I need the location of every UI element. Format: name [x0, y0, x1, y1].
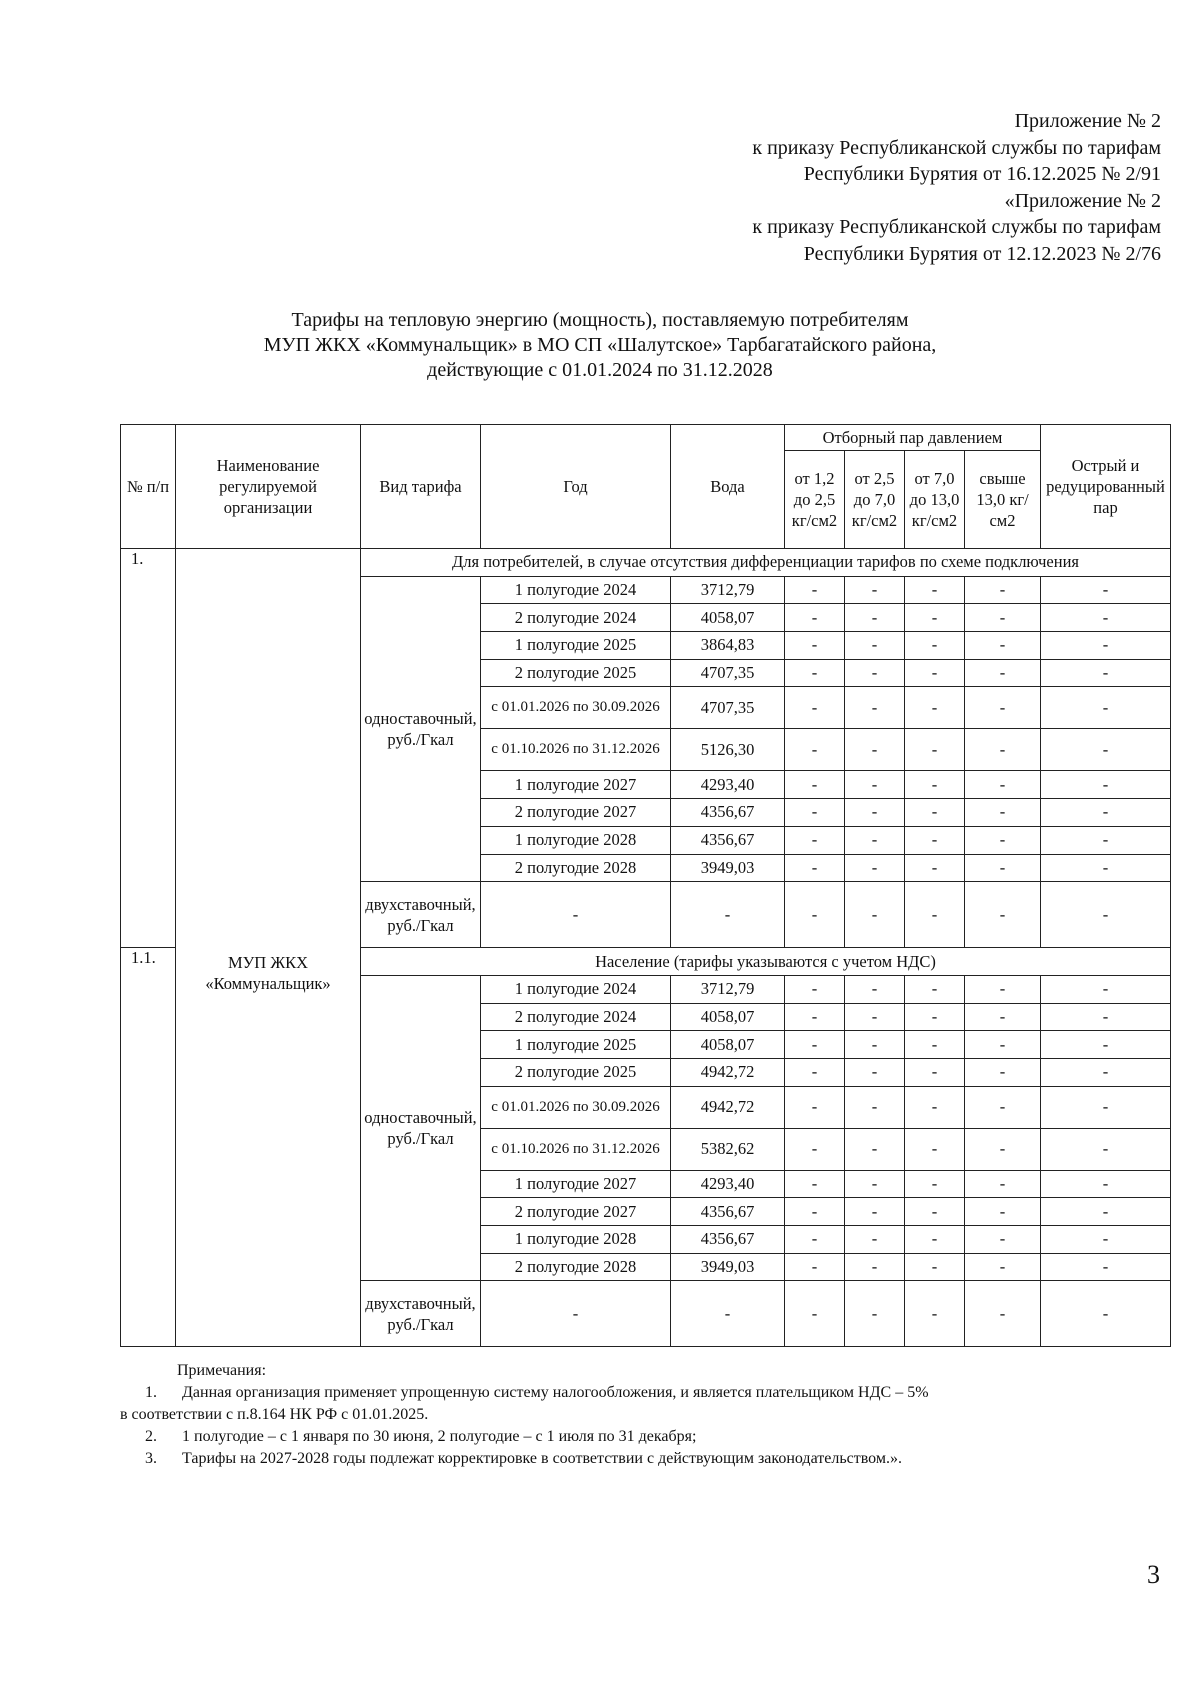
dash-cell: -	[905, 1253, 965, 1281]
single-rate-label: одноставочный, руб./Гкал	[361, 975, 481, 1281]
dash-cell: -	[1041, 771, 1171, 799]
note-number: 2.	[145, 1428, 157, 1445]
note-text: Данная организация применяет упрощенную систему налогообложения, и является плательщиком НДС – 5%	[182, 1384, 929, 1401]
water-value: 4058,07	[671, 1003, 785, 1031]
year-cell: 1 полугодие 2027	[481, 771, 671, 799]
dash-cell: -	[845, 771, 905, 799]
two-rate-label: двухставочный, руб./Гкал	[361, 882, 481, 948]
title-line: Тарифы на тепловую энергию (мощность), поставляемую потребителям	[291, 309, 909, 331]
section-row	[121, 549, 1171, 577]
dash-cell: -	[785, 1170, 845, 1198]
header-line: к приказу Республиканской службы по тарифам	[752, 136, 1161, 159]
year-cell: с 01.01.2026 по 30.09.2026	[481, 1086, 671, 1128]
dash-cell: -	[905, 1031, 965, 1059]
dash-cell: -	[965, 1253, 1041, 1281]
note-text: Тарифы на 2027-2028 годы подлежат корректировке в соответствии с действующим законодательством.».	[182, 1450, 902, 1467]
water-value: 4356,67	[671, 826, 785, 854]
dash-cell: -	[845, 1198, 905, 1226]
dash-cell: -	[785, 687, 845, 729]
dash-cell: -	[905, 1086, 965, 1128]
dash-cell: -	[905, 659, 965, 687]
dash-cell: -	[785, 729, 845, 771]
note-item	[120, 1426, 1180, 1448]
dash-cell: -	[1041, 975, 1171, 1003]
dash-cell: -	[845, 1281, 905, 1347]
dash-cell: -	[1041, 1281, 1171, 1347]
dash-cell: -	[785, 1058, 845, 1086]
year-cell: с 01.10.2026 по 31.12.2026	[481, 729, 671, 771]
water-value: 3712,79	[671, 975, 785, 1003]
year-cell: 1 полугодие 2025	[481, 632, 671, 660]
dash-cell: -	[845, 687, 905, 729]
dash-cell: -	[845, 1253, 905, 1281]
dash-cell: -	[1041, 1170, 1171, 1198]
dash-cell: -	[905, 1198, 965, 1226]
dash-cell: -	[905, 576, 965, 604]
dash-cell: -	[1041, 659, 1171, 687]
header-sharp-steam: Острый и редуцированный пар	[1041, 425, 1171, 549]
note-number: 3.	[145, 1450, 157, 1467]
header-tariff-type: Вид тарифа	[361, 425, 481, 549]
dash-cell: -	[845, 1003, 905, 1031]
dash-cell: -	[965, 1281, 1041, 1347]
dash-cell: -	[965, 1058, 1041, 1086]
dash-cell: -	[845, 729, 905, 771]
dash-cell: -	[965, 1198, 1041, 1226]
dash-cell: -	[1041, 826, 1171, 854]
dash-cell: -	[905, 1003, 965, 1031]
year-cell: 1 полугодие 2024	[481, 576, 671, 604]
dash-cell: -	[845, 826, 905, 854]
header-line: к приказу Республиканской службы по тарифам	[752, 216, 1161, 238]
header-line: Приложение № 2	[1014, 110, 1161, 132]
dash-cell: -	[785, 604, 845, 632]
dash-cell: -	[785, 1086, 845, 1128]
dash-cell: -	[785, 799, 845, 827]
dash-cell: -	[1041, 854, 1171, 882]
header-line: «Приложение № 2	[1004, 189, 1161, 212]
title-line: действующие с 01.01.2024 по 31.12.2028	[427, 359, 773, 381]
header-pressure-4: свыше 13,0 кг/см2	[965, 451, 1041, 549]
page-number: 3	[1147, 1560, 1160, 1589]
year-cell: с 01.01.2026 по 30.09.2026	[481, 687, 671, 729]
dash-cell: -	[905, 882, 965, 948]
dash-cell: -	[965, 882, 1041, 948]
dash-cell: -	[785, 1031, 845, 1059]
water-value: 4942,72	[671, 1058, 785, 1086]
dash-cell: -	[905, 854, 965, 882]
dash-cell: -	[1041, 1128, 1171, 1170]
dash-cell: -	[965, 1170, 1041, 1198]
notes	[120, 1360, 1180, 1470]
water-value: 4356,67	[671, 1198, 785, 1226]
organization-name: МУП ЖКХ «Коммунальщик»	[176, 549, 361, 1347]
dash-cell: -	[671, 882, 785, 948]
title-line: МУП ЖКХ «Коммунальщик» в МО СП «Шалутское» Тарбагатайского района,	[263, 334, 937, 356]
dash-cell: -	[785, 1281, 845, 1347]
water-value: 4356,67	[671, 799, 785, 827]
water-value: 4356,67	[671, 1226, 785, 1254]
dash-cell: -	[671, 1281, 785, 1347]
dash-cell: -	[845, 576, 905, 604]
year-cell: 2 полугодие 2028	[481, 1253, 671, 1281]
dash-cell: -	[905, 632, 965, 660]
section-title: Для потребителей, в случае отсутствия дифференциации тарифов по схеме подключения	[361, 549, 1171, 577]
year-cell: 2 полугодие 2025	[481, 659, 671, 687]
dash-cell: -	[1041, 729, 1171, 771]
dash-cell: -	[785, 854, 845, 882]
dash-cell: -	[965, 826, 1041, 854]
dash-cell: -	[845, 1058, 905, 1086]
dash-cell: -	[965, 729, 1041, 771]
dash-cell: -	[845, 659, 905, 687]
dash-cell: -	[905, 604, 965, 632]
header-water: Вода	[671, 425, 785, 549]
dash-cell: -	[1041, 687, 1171, 729]
dash-cell: -	[905, 1128, 965, 1170]
dash-cell: -	[905, 1226, 965, 1254]
dash-cell: -	[1041, 1226, 1171, 1254]
dash-cell: -	[845, 975, 905, 1003]
header-pressure-2: от 2,5 до 7,0 кг/см2	[845, 451, 905, 549]
water-value: 4058,07	[671, 604, 785, 632]
note-number: 1.	[145, 1384, 157, 1401]
dash-cell: -	[965, 632, 1041, 660]
dash-cell: -	[785, 1226, 845, 1254]
water-value: 3864,83	[671, 632, 785, 660]
header-pressure-1: от 1,2 до 2,5 кг/см2	[785, 451, 845, 549]
year-cell: 2 полугодие 2025	[481, 1058, 671, 1086]
dash-cell: -	[845, 882, 905, 948]
year-cell: 2 полугодие 2027	[481, 1198, 671, 1226]
dash-cell: -	[785, 576, 845, 604]
two-rate-label: двухставочный, руб./Гкал	[361, 1281, 481, 1347]
water-value: 4293,40	[671, 771, 785, 799]
dash-cell: -	[965, 576, 1041, 604]
note-item	[120, 1448, 1180, 1470]
dash-cell: -	[965, 975, 1041, 1003]
dash-cell: -	[785, 1253, 845, 1281]
section-title: Население (тарифы указываются с учетом НДС)	[361, 948, 1171, 976]
dash-cell: -	[905, 799, 965, 827]
water-value: 3712,79	[671, 576, 785, 604]
water-value: 4942,72	[671, 1086, 785, 1128]
dash-cell: -	[785, 771, 845, 799]
water-value: 4293,40	[671, 1170, 785, 1198]
dash-cell: -	[1041, 1003, 1171, 1031]
dash-cell: -	[845, 799, 905, 827]
dash-cell: -	[845, 1031, 905, 1059]
row-number: 1.	[121, 549, 176, 948]
dash-cell: -	[1041, 1058, 1171, 1086]
dash-cell: -	[845, 604, 905, 632]
note-item	[120, 1382, 1180, 1404]
water-value: 5382,62	[671, 1128, 785, 1170]
year-cell: 2 полугодие 2028	[481, 854, 671, 882]
year-cell: 1 полугодие 2025	[481, 1031, 671, 1059]
note-text: 1 полугодие – с 1 января по 30 июня, 2 полугодие – с 1 июля по 31 декабря;	[182, 1428, 697, 1445]
dash-cell: -	[785, 1128, 845, 1170]
row-number: 1.1.	[121, 948, 176, 1347]
note-continuation: в соответствии с п.8.164 НК РФ с 01.01.2025.	[120, 1406, 429, 1423]
dash-cell: -	[845, 1170, 905, 1198]
dash-cell: -	[905, 771, 965, 799]
dash-cell: -	[845, 632, 905, 660]
dash-cell: -	[785, 826, 845, 854]
header-year: Год	[481, 425, 671, 549]
header-pressure-3: от 7,0 до 13,0 кг/см2	[905, 451, 965, 549]
dash-cell: -	[965, 659, 1041, 687]
header-line: Республики Бурятия от 12.12.2023 № 2/76	[803, 242, 1161, 265]
dash-cell: -	[905, 1281, 965, 1347]
dash-cell: -	[845, 1226, 905, 1254]
header-selected-steam: Отборный пар давлением	[785, 425, 1041, 451]
dash-cell: -	[905, 826, 965, 854]
dash-cell: -	[845, 1086, 905, 1128]
tariff-body	[121, 549, 1171, 1347]
dash-cell: -	[965, 1031, 1041, 1059]
dash-cell: -	[1041, 1253, 1171, 1281]
notes-title: Примечания:	[177, 1362, 267, 1379]
dash-cell: -	[481, 1281, 671, 1347]
year-cell: 1 полугодие 2028	[481, 826, 671, 854]
year-cell: 2 полугодие 2024	[481, 1003, 671, 1031]
dash-cell: -	[965, 1086, 1041, 1128]
year-cell: 1 полугодие 2027	[481, 1170, 671, 1198]
dash-cell: -	[785, 882, 845, 948]
dash-cell: -	[965, 1003, 1041, 1031]
year-cell: 1 полугодие 2024	[481, 975, 671, 1003]
dash-cell: -	[1041, 1198, 1171, 1226]
dash-cell: -	[785, 632, 845, 660]
dash-cell: -	[905, 1170, 965, 1198]
dash-cell: -	[965, 604, 1041, 632]
water-value: 5126,30	[671, 729, 785, 771]
dash-cell: -	[965, 854, 1041, 882]
year-cell: 2 полугодие 2024	[481, 604, 671, 632]
dash-cell: -	[481, 882, 671, 948]
dash-cell: -	[1041, 576, 1171, 604]
dash-cell: -	[965, 799, 1041, 827]
dash-cell: -	[785, 1198, 845, 1226]
single-rate-label: одноставочный, руб./Гкал	[361, 576, 481, 882]
water-value: 3949,03	[671, 854, 785, 882]
dash-cell: -	[965, 1128, 1041, 1170]
appendix-header	[601, 108, 1161, 267]
dash-cell: -	[965, 771, 1041, 799]
dash-cell: -	[1041, 799, 1171, 827]
water-value: 4707,35	[671, 659, 785, 687]
dash-cell: -	[785, 975, 845, 1003]
dash-cell: -	[845, 1128, 905, 1170]
year-cell: 1 полугодие 2028	[481, 1226, 671, 1254]
dash-cell: -	[905, 975, 965, 1003]
dash-cell: -	[785, 659, 845, 687]
dash-cell: -	[1041, 1031, 1171, 1059]
dash-cell: -	[965, 687, 1041, 729]
year-cell: с 01.10.2026 по 31.12.2026	[481, 1128, 671, 1170]
dash-cell: -	[785, 1003, 845, 1031]
document-title	[150, 308, 1050, 383]
year-cell: 2 полугодие 2027	[481, 799, 671, 827]
dash-cell: -	[1041, 882, 1171, 948]
dash-cell: -	[965, 1226, 1041, 1254]
water-value: 4707,35	[671, 687, 785, 729]
header-organization: Наименование регулируемой организации	[176, 425, 361, 549]
water-value: 4058,07	[671, 1031, 785, 1059]
dash-cell: -	[905, 1058, 965, 1086]
dash-cell: -	[1041, 604, 1171, 632]
dash-cell: -	[905, 729, 965, 771]
dash-cell: -	[1041, 1086, 1171, 1128]
tariff-table	[120, 424, 1171, 1347]
water-value: 3949,03	[671, 1253, 785, 1281]
dash-cell: -	[1041, 632, 1171, 660]
dash-cell: -	[845, 854, 905, 882]
header-num: № п/п	[121, 425, 176, 549]
header-line: Республики Бурятия от 16.12.2025 № 2/91	[803, 163, 1161, 185]
dash-cell: -	[905, 687, 965, 729]
